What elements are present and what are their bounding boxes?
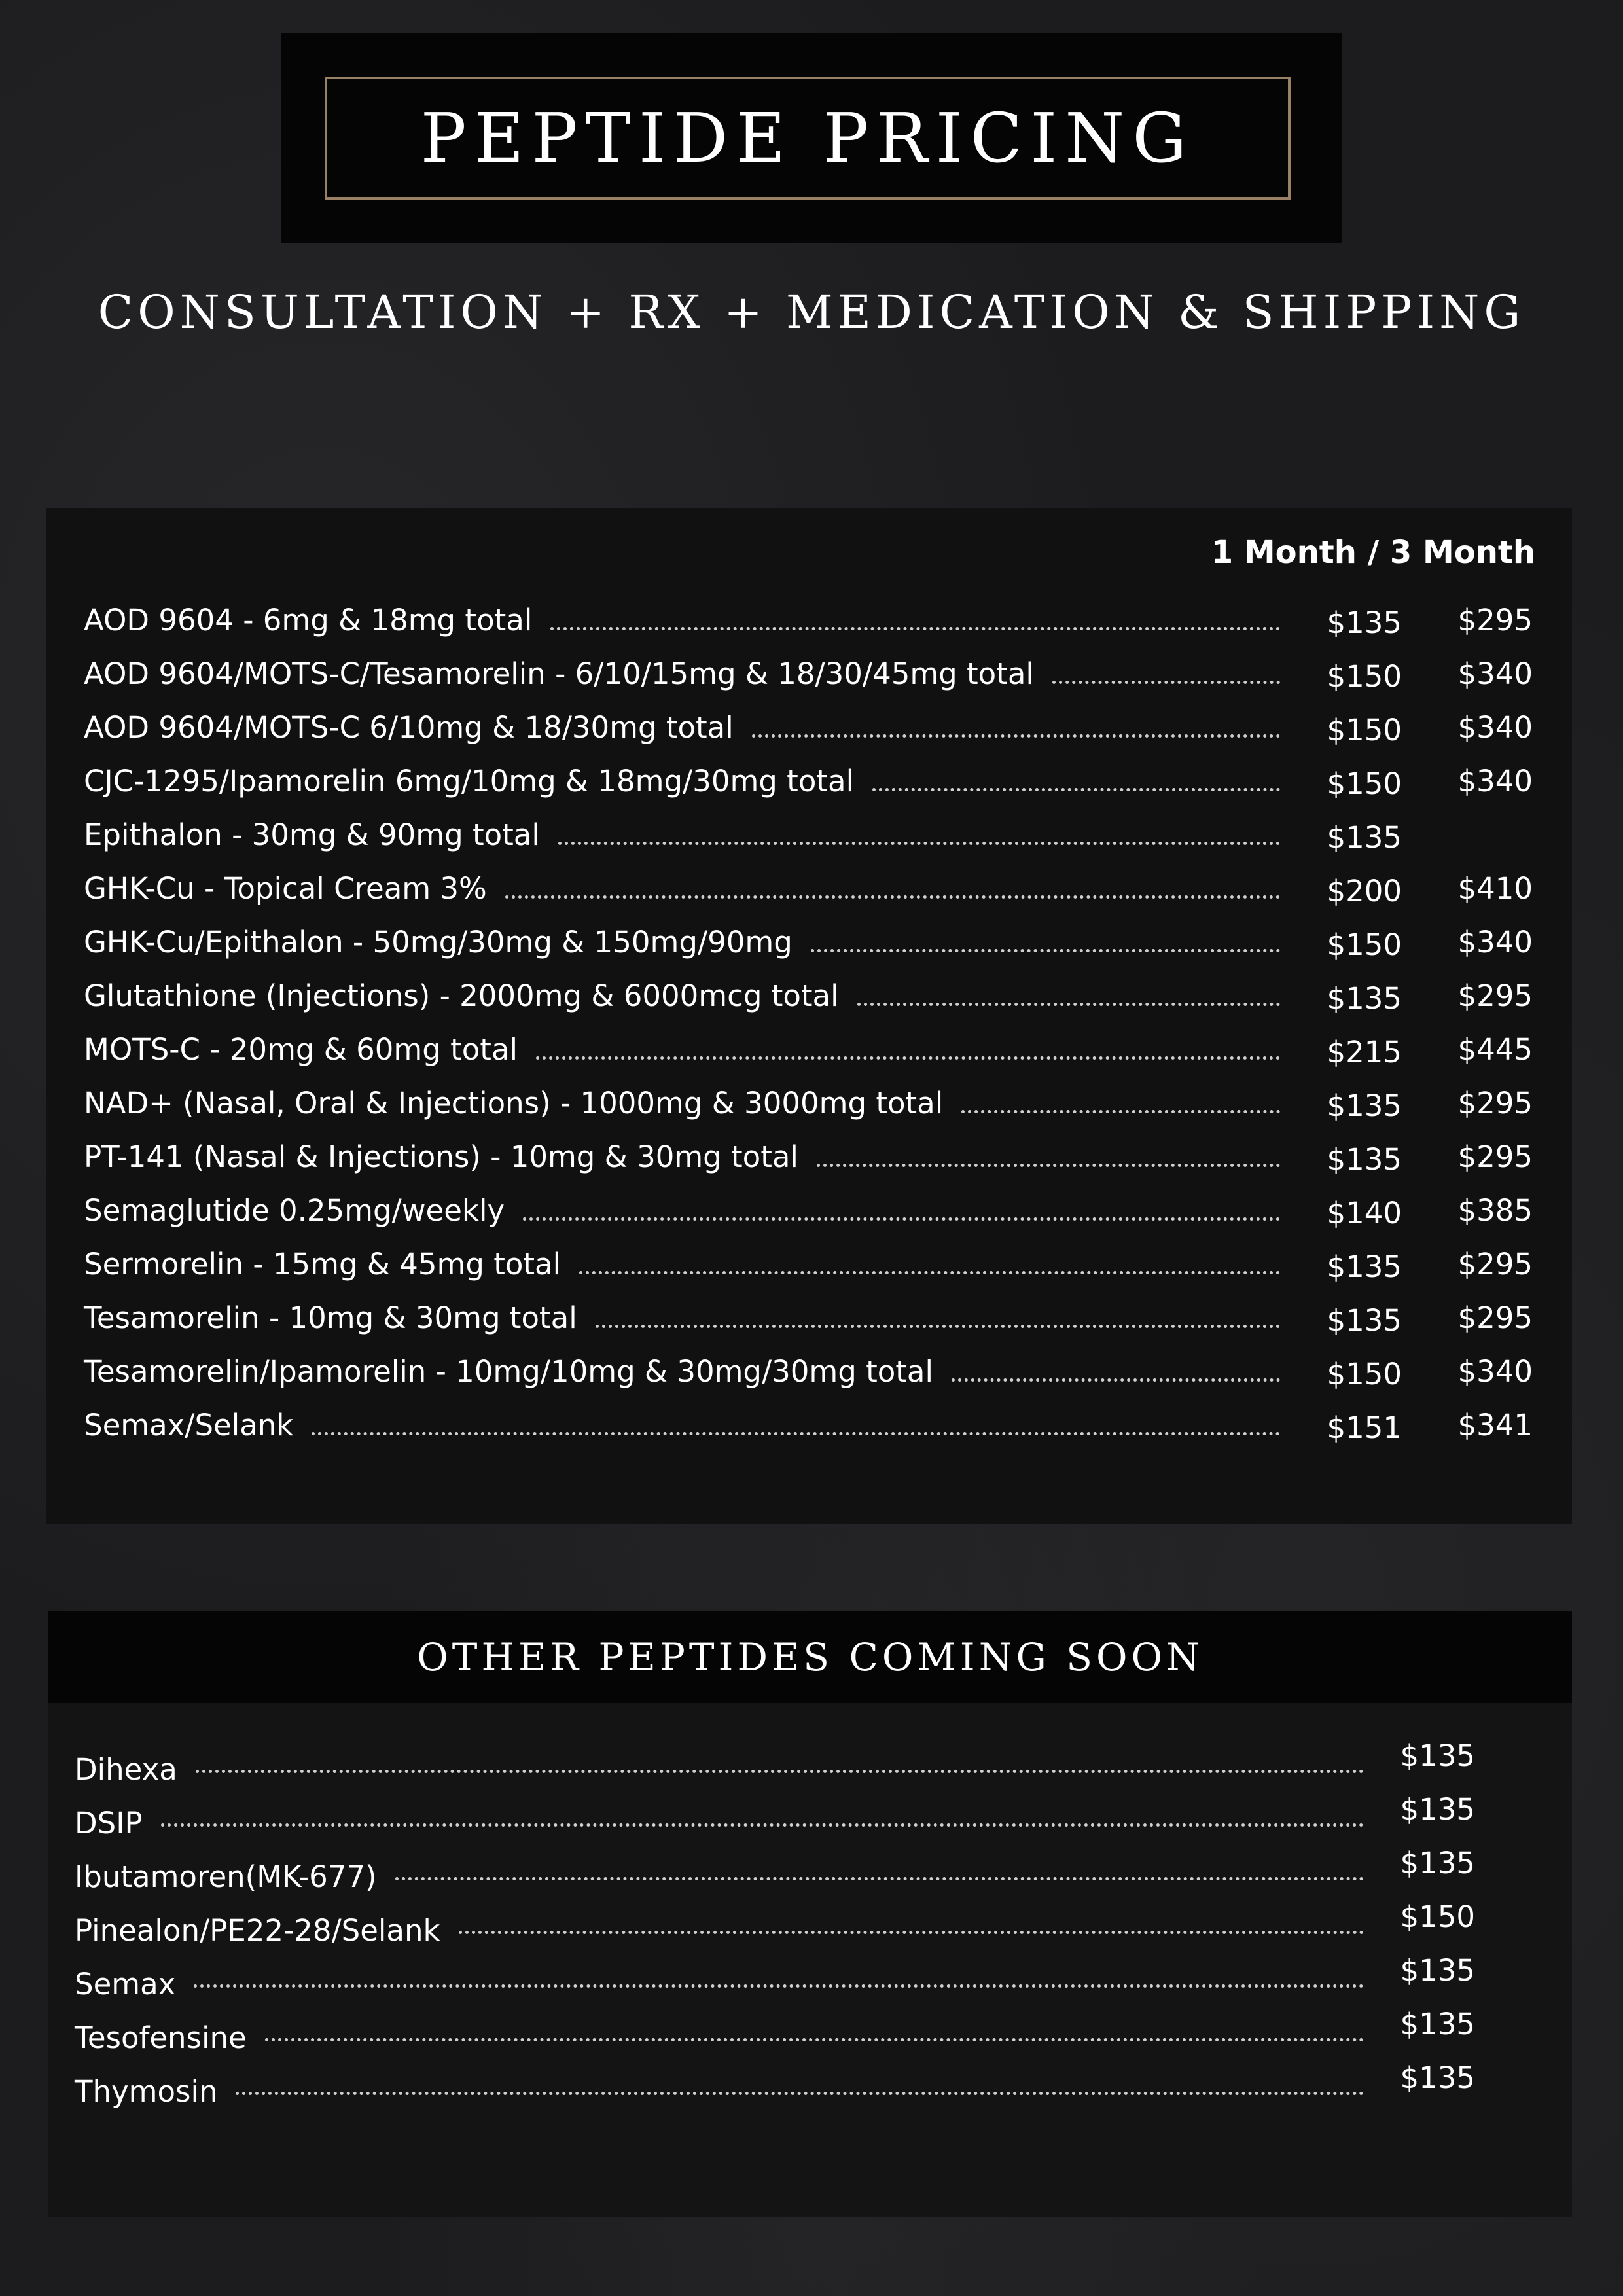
price-row [84, 1022, 1550, 1076]
price-3-month: $340 [1457, 656, 1533, 691]
coming-soon-row [75, 1950, 1475, 2004]
dotted-leader [752, 734, 1280, 738]
price-3-month: $295 [1457, 1139, 1533, 1174]
dotted-leader [550, 627, 1280, 630]
coming-soon-row [75, 2004, 1475, 2058]
dotted-leader [194, 1984, 1364, 1988]
peptide-name: Epithalon - 30mg & 90mg total [84, 817, 540, 852]
price-3-month: $295 [1457, 1300, 1533, 1335]
peptide-name: Semax [75, 1966, 176, 2001]
price-row [84, 1291, 1550, 1344]
peptide-name: DSIP [75, 1805, 143, 1840]
peptide-name: GHK-Cu - Topical Cream 3% [84, 870, 487, 906]
price-3-month: $295 [1457, 1246, 1533, 1282]
dotted-leader [579, 1271, 1280, 1274]
price-3-month: $340 [1457, 1354, 1533, 1389]
price-3-month: $385 [1457, 1193, 1533, 1228]
pricing-panel [46, 508, 1572, 1524]
price-row [84, 700, 1550, 754]
price-row [84, 1076, 1550, 1130]
price-3-month: $340 [1457, 709, 1533, 745]
page-title: PEPTIDE PRICING [420, 98, 1195, 178]
price-row [84, 808, 1550, 861]
dotted-leader [505, 895, 1280, 899]
price-1-month: $135 [1327, 980, 1402, 1016]
dotted-leader [523, 1217, 1280, 1221]
dotted-leader [961, 1110, 1280, 1113]
dotted-leader [196, 1770, 1364, 1773]
price-1-month: $150 [1327, 712, 1402, 747]
coming-soon-row [75, 1736, 1475, 1789]
peptide-name: AOD 9604/MOTS-C 6/10mg & 18/30mg total [84, 709, 734, 745]
peptide-name: Sermorelin - 15mg & 45mg total [84, 1246, 562, 1282]
coming-soon-header [48, 1611, 1572, 1703]
page-subtitle: CONSULTATION + RX + MEDICATION & SHIPPING [98, 285, 1525, 339]
dotted-leader [1052, 681, 1280, 684]
dotted-leader [857, 1003, 1280, 1006]
dotted-leader [596, 1325, 1280, 1328]
price-3-month: $340 [1457, 924, 1533, 960]
price-row [84, 969, 1550, 1022]
peptide-name: Dihexa [75, 1751, 177, 1787]
peptide-name: CJC-1295/Ipamorelin 6mg/10mg & 18mg/30mg total [84, 763, 855, 798]
dotted-leader [817, 1164, 1280, 1167]
price-1-month: $135 [1327, 605, 1402, 640]
dotted-leader [872, 788, 1280, 791]
price-row [84, 593, 1550, 647]
price: $135 [1400, 1952, 1475, 1988]
price-1-month: $215 [1327, 1034, 1402, 1069]
peptide-name: Glutathione (Injections) - 2000mg & 6000mcg total [84, 978, 839, 1013]
title-frame [325, 77, 1291, 200]
price-row [84, 754, 1550, 808]
price-row [84, 1237, 1550, 1291]
price-3-month: $295 [1457, 1085, 1533, 1121]
price-1-month: $135 [1327, 1141, 1402, 1177]
price-row [84, 1344, 1550, 1398]
price-1-month: $150 [1327, 658, 1402, 694]
price-1-month: $135 [1327, 1088, 1402, 1123]
peptide-name: MOTS-C - 20mg & 60mg total [84, 1031, 518, 1067]
dotted-leader [811, 949, 1280, 952]
dotted-leader [536, 1056, 1280, 1060]
price-row [84, 1130, 1550, 1183]
coming-soon-row [75, 1897, 1475, 1950]
dotted-leader [312, 1432, 1280, 1435]
peptide-name: Ibutamoren(MK-677) [75, 1859, 377, 1894]
peptide-name: Semax/Selank [84, 1407, 294, 1443]
price-1-month: $150 [1327, 1356, 1402, 1391]
price-1-month: $150 [1327, 927, 1402, 962]
price-row [84, 1398, 1550, 1452]
dotted-leader [236, 2092, 1364, 2095]
price-row [84, 647, 1550, 700]
coming-soon-row [75, 2058, 1475, 2111]
dotted-leader [558, 842, 1280, 845]
price-row [84, 1183, 1550, 1237]
coming-soon-panel [48, 1611, 1572, 2217]
coming-soon-row [75, 1843, 1475, 1897]
peptide-name: AOD 9604/MOTS-C/Tesamorelin - 6/10/15mg & 18/30/45mg total [84, 656, 1034, 691]
peptide-name: NAD+ (Nasal, Oral & Injections) - 1000mg & 3000mg total [84, 1085, 944, 1121]
price-3-month: $295 [1457, 978, 1533, 1013]
peptide-name: Tesofensine [75, 2020, 247, 2055]
peptide-name: GHK-Cu/Epithalon - 50mg/30mg & 150mg/90mg [84, 924, 793, 960]
price-1-month: $135 [1327, 1249, 1402, 1284]
price-1-month: $135 [1327, 1302, 1402, 1338]
coming-soon-list [75, 1736, 1475, 2111]
price-3-month: $295 [1457, 602, 1533, 637]
coming-soon-title: OTHER PEPTIDES COMING SOON [417, 1635, 1204, 1679]
price: $135 [1400, 2006, 1475, 2041]
peptide-name: AOD 9604 - 6mg & 18mg total [84, 602, 533, 637]
peptide-name: Tesamorelin/Ipamorelin - 10mg/10mg & 30mg/30mg total [84, 1354, 934, 1389]
dotted-leader [161, 1823, 1364, 1827]
price-3-month: $410 [1457, 870, 1533, 906]
price: $150 [1400, 1899, 1475, 1934]
price-1-month: $140 [1327, 1195, 1402, 1230]
price-1-month: $135 [1327, 819, 1402, 855]
price-1-month: $151 [1327, 1410, 1402, 1445]
price: $135 [1400, 1791, 1475, 1827]
price: $135 [1400, 1738, 1475, 1773]
peptide-name: PT-141 (Nasal & Injections) - 10mg & 30mg total [84, 1139, 798, 1174]
price-row [84, 861, 1550, 915]
dotted-leader [265, 2038, 1364, 2041]
price-1-month: $200 [1327, 873, 1402, 908]
dotted-leader [952, 1378, 1280, 1382]
price: $135 [1400, 1845, 1475, 1880]
peptide-name: Tesamorelin - 10mg & 30mg total [84, 1300, 577, 1335]
price-column-header: 1 Month / 3 Month [1211, 534, 1535, 571]
price-3-month: $341 [1457, 1407, 1533, 1443]
title-banner [281, 33, 1342, 243]
dotted-leader [459, 1931, 1364, 1934]
price-1-month: $150 [1327, 766, 1402, 801]
peptide-name: Semaglutide 0.25mg/weekly [84, 1193, 505, 1228]
price-row [84, 915, 1550, 969]
dotted-leader [395, 1877, 1364, 1880]
peptide-name: Pinealon/PE22-28/Selank [75, 1912, 440, 1948]
peptide-name: Thymosin [75, 2073, 218, 2109]
coming-soon-row [75, 1789, 1475, 1843]
price-3-month: $445 [1457, 1031, 1533, 1067]
price-3-month: $340 [1457, 763, 1533, 798]
price-list [84, 593, 1550, 1452]
price: $135 [1400, 2060, 1475, 2095]
